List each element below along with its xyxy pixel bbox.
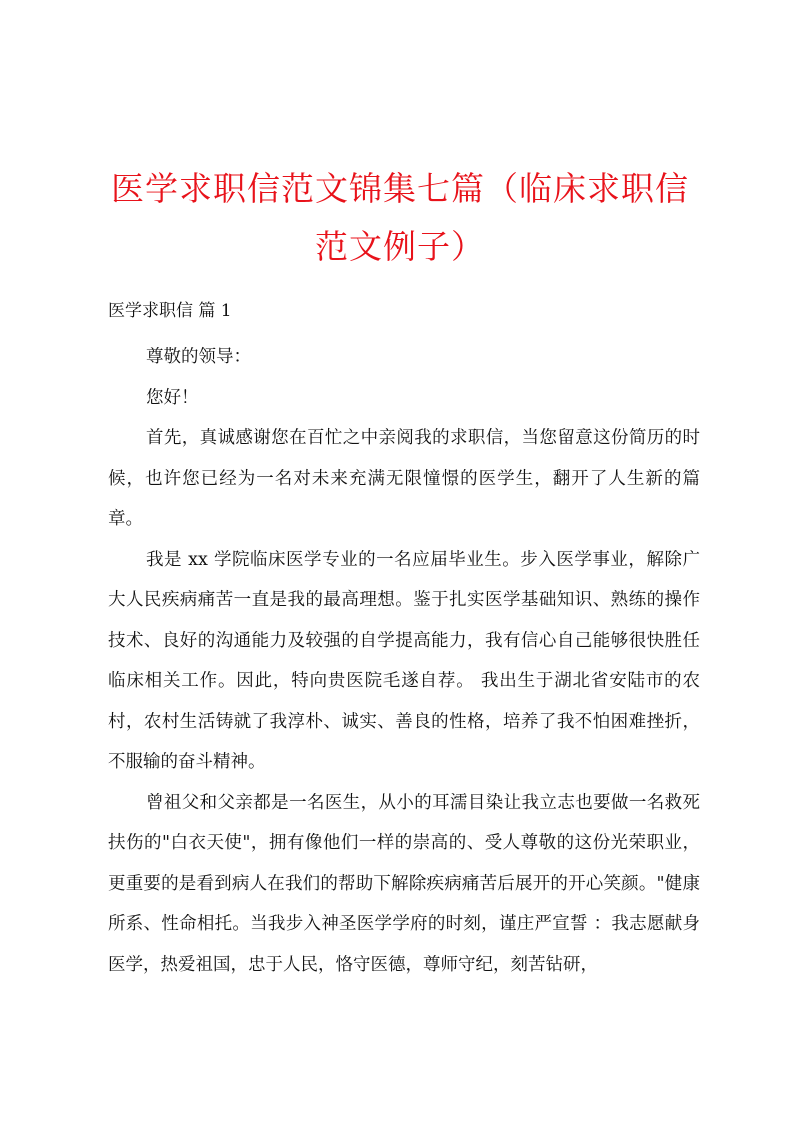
document-title: 医学求职信范文锦集七篇（临床求职信范文例子） [111,169,689,266]
letter-body [108,337,700,985]
salutation: 尊敬的领导： [146,347,251,367]
paragraph-family-background: 曾祖父和父亲都是一名医生，从小的耳濡目染让我立志也要做一名救死扶伤的"白衣天使"，拥有像他们一样的崇高的、受人尊敬的这份光荣职业，更重要的是看到病人在我们的帮助下解除疾病痛苦后展开的开心笑颜。"健康所系、性命相托。当我步入神圣医学学府的时刻，谨庄严宣誓 ：我志愿献身医学，热爱祖国，忠于人民，恪守医德，尊师守纪，刻苦钻研， [108,792,700,975]
paragraph-self-introduction: 我是 xx 学院临床医学专业的一名应届毕业生。步入医学事业，解除广大人民疾病痛苦一直是我的最高理想。鉴于扎实医学基础知识、熟练的操作技术、良好的沟通能力及较强的自学提高能力，我有信心自己能够很快胜任临床相关工作。因此，特向贵医院毛遂自荐。 我出生于湖北省安陆市的农村，农村生活铸就了我淳朴、诚实、善良的性格，培养了我不怕困难挫折，不服输的奋斗精神。 [108,549,700,772]
paragraph-intro: 首先，真诚感谢您在百忙之中亲阅我的求职信，当您留意这份简历的时候，也许您已经为一名对未来充满无限憧憬的医学生，翻开了人生新的篇章。 [108,428,700,529]
greeting: 您好！ [146,387,199,408]
section-heading: 医学求职信 篇 1 [108,301,232,321]
